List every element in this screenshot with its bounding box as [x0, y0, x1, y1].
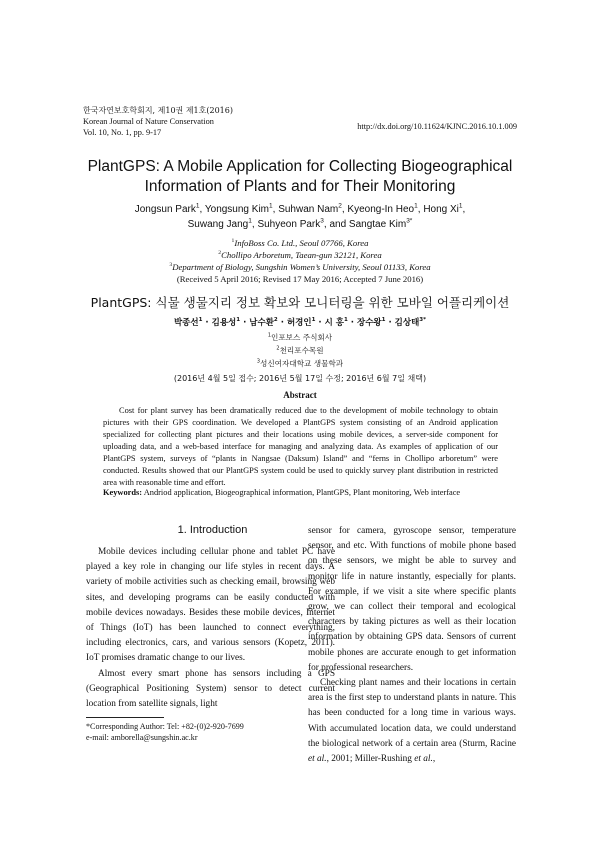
author-name: Yongsung Kim [204, 204, 269, 215]
name-separator: · [350, 318, 355, 328]
author-sup: 3* [419, 317, 427, 324]
et-al: et al. [308, 754, 327, 765]
korean-affiliation-text: 성신여자대학교 생물학과 [260, 359, 344, 368]
name-separator: · [243, 318, 247, 328]
author-sup: 1 [343, 317, 348, 324]
author-sup: 1 [269, 202, 273, 210]
doi-link[interactable]: http://dx.doi.org/10.11624/KJNC.2016.10.1.009 [357, 122, 517, 131]
affiliation-text: Department of Biology, Sungshin Women’s University, Seoul 01133, Korea [172, 262, 431, 272]
author-sup: 2 [273, 317, 278, 324]
abstract-text: Cost for plant survey has been dramatically reduced due to the development of mobile technology to obtain pictures with their GPS coordination. We developed a PlantGPS system consisting of an Android application specialized for collecting plant pictures and their locations using mobile devices, a server-side component for uploading data, and a web-based interface for managing and analyzing data. As examples of application of our PlantGPS system, surveys of “plants in Nangsae (Daksum) Island” and “ferns in Chollipo arboretum” were conducted. Results showed that our PlantGPS system could be used to quickly survey plant distribution in restricted area with reasonable time and effort. [103, 406, 498, 487]
section-heading: 1. Introduction [177, 524, 248, 536]
author-sup: 1 [311, 317, 316, 324]
korean-affiliation-list [60, 331, 540, 370]
name-separator: · [388, 318, 392, 328]
affiliation-text: Chollipo Arboretum, Taean-gun 32121, Korea [221, 250, 382, 260]
author-conjunction: and [329, 219, 347, 230]
korean-author-name: 김용성 [211, 318, 237, 328]
author-name: Suhwan Nam [278, 204, 339, 215]
author-list: Jongsun Park$^1$, Yongsung Kim$^1$, Suhwan Nam$^2$, Kyeong-In Heo$^1$, Hong Xi$^1$, Suwang Jang$^1$, Suhyeon Park$^3$, and Sangtae Kim$^{3*}$ [134, 202, 466, 230]
paragraph: sensor for camera, gyroscope sensor, temperature sensor, and etc. With functions of mobile phone based on these sensors, we might be able to survey and monitor life in nature instantly, especially for plants. For example, if we visit a site where specific plants grow, we can collect their temporal and ecological characters by taking pictures as well as their location information by obtaining GPS data. Sensors of current mobile phones are accurate enough to get information for professional researchers. [308, 526, 516, 673]
author-sup: 1 [198, 317, 203, 324]
author-name: Jongsun Park [134, 204, 196, 215]
dates-korean: (2016년 4월 5일 접수; 2016년 5월 17일 수정; 2016년 6월 7일 채택) [173, 374, 427, 383]
paper-title [60, 157, 540, 197]
affiliation-sup: 3 [169, 262, 173, 269]
korean-author-name: 김상태 [394, 318, 420, 328]
author-sup: 3 [320, 217, 324, 225]
author-name: Sangtae Kim [348, 219, 407, 230]
paragraph-text: Checking plant names and their locations in certain area is the first step to understand plants in nature. This has been conducted for a long time in various ways. With accumulated location data, we could understand the biological network of a certain area (Sturm, Racine [308, 678, 516, 749]
abstract-heading: Abstract [283, 390, 317, 400]
author-sup: 1 [458, 202, 463, 210]
korean-author-name: 허경인 [286, 318, 312, 328]
korean-author-name: 박종선 [173, 318, 199, 328]
author-sup: 2 [338, 202, 342, 210]
journal-name-english: Korean Journal of Nature Conservation [83, 117, 214, 126]
affiliation-sup: 1 [231, 238, 235, 245]
korean-affiliation-text: 인포보스 주식회사 [271, 333, 333, 342]
paragraph-text: , 2001; Miller-Rushing [326, 754, 415, 765]
name-separator: · [205, 318, 209, 328]
author-sup: 1 [381, 317, 386, 324]
author-name: Kyeong-In Heo [347, 204, 415, 215]
journal-name-korean: 한국자연보호학회지, 제10권 제1호(2016) [83, 106, 233, 115]
title-line-2: Information of Plants and for Their Monitoring [144, 178, 456, 195]
affiliation-sup: 2 [218, 250, 222, 257]
author-sup: 3* [406, 217, 413, 225]
paragraph-text: , [432, 754, 436, 765]
korean-author-name: 남수환 [249, 318, 274, 328]
korean-author-name: 시 홍 [324, 318, 344, 328]
korean-author-name: 장수왕 [357, 318, 382, 328]
author-sup: 1 [195, 202, 200, 210]
et-al: et al. [414, 754, 433, 765]
name-separator: · [318, 318, 322, 328]
footnote-rule [86, 717, 164, 718]
korean-title: PlantGPS: 식물 생물지리 정보 확보와 모니터링을 위한 모바일 어플리케이션 [90, 295, 510, 310]
keywords-text: Andriod application, Biogeographical information, PlantGPS, Plant monitoring, Web interface [143, 488, 461, 497]
corresponding-author: *Corresponding Author: Tel: +82-(0)2-920-7699 [86, 722, 244, 731]
author-name: Suhyeon Park [257, 219, 321, 230]
keywords [103, 488, 503, 497]
korean-author-list [60, 316, 540, 328]
keywords-label: Keywords: [103, 488, 143, 497]
paragraph: Mobile devices including cellular phone and tablet PC have played a key role in changing our life styles in recent days. A variety of mobile activities such as checking email, browsing web sites, and developing programs can be easily conducted with mobile devices nowadays. Besides these mobile devices, Internet of Things (IoT) has been launched to connect everything, including electronics, cars, and various sensors (Kopetz, 2011). IoT promises dramatic change to our lives. [86, 547, 335, 664]
affiliation-sup: 3 [256, 358, 261, 365]
author-name: Suwang Jang [187, 219, 249, 230]
title-line-1: PlantGPS: A Mobile Application for Collecting Biogeographical [87, 158, 513, 175]
affiliation-sup: 1 [267, 332, 272, 339]
affiliation-text: InfoBoss Co. Ltd., Seoul 07766, Korea [234, 238, 369, 248]
name-separator: · [280, 318, 284, 328]
dates-english: (Received 5 April 2016; Revised 17 May 2016; Accepted 7 June 2016) [176, 274, 424, 284]
left-column [86, 545, 335, 712]
korean-affiliation-text: 천리포수목원 [279, 346, 324, 355]
author-name: Hong Xi [423, 204, 459, 215]
affiliation-sup: 2 [276, 345, 280, 352]
author-sup: 1 [414, 202, 418, 210]
paragraph: Almost every smart phone has sensors including a GPS (Geographical Positioning System) sensor to detect current location from satellite signals, light [86, 668, 335, 710]
paragraph [308, 676, 516, 767]
author-sup: 1 [236, 317, 241, 324]
right-column [308, 524, 516, 767]
corresponding-email[interactable]: e-mail: amborella@sungshin.ac.kr [86, 733, 198, 742]
journal-volume: Vol. 10, No. 1, pp. 9-17 [83, 128, 162, 137]
journal-header [83, 105, 233, 138]
author-sup: 1 [248, 217, 252, 225]
affiliation-list [60, 237, 540, 285]
